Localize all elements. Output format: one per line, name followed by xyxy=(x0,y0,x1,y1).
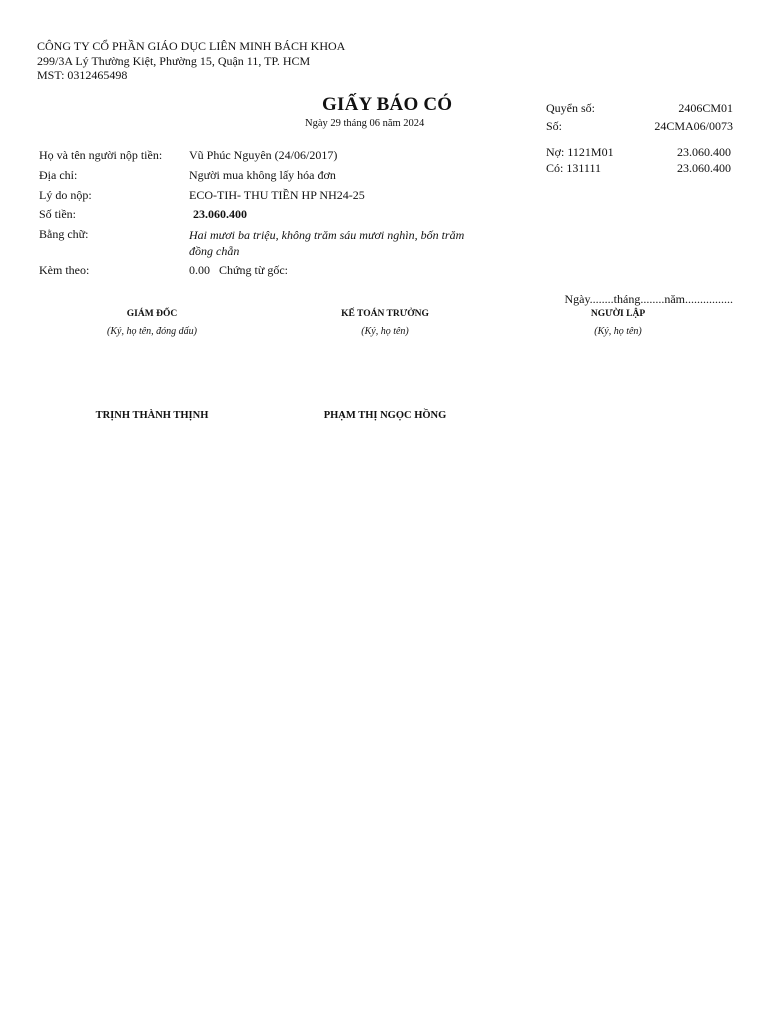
address-value: Người mua không lấy hóa đơn xyxy=(189,168,336,182)
company-address: 299/3A Lý Thường Kiệt, Phường 15, Quận 11, TP. HCM xyxy=(37,54,311,68)
payer-label: Họ và tên người nộp tiền: xyxy=(39,148,163,162)
credit-account: Có: 131111 xyxy=(546,161,602,175)
company-tax-code: MST: 0312465498 xyxy=(37,68,128,82)
chief-accountant-name: PHẠM THỊ NGỌC HỒNG xyxy=(323,410,447,421)
attachment-label: Kèm theo: xyxy=(39,263,90,277)
director-title: GIÁM ĐỐC xyxy=(126,309,178,319)
address-label: Địa chỉ: xyxy=(39,168,78,182)
reason-label: Lý do nộp: xyxy=(39,188,92,202)
attachment-value: 0.00 xyxy=(189,263,210,277)
original-documents-label: Chứng từ gốc: xyxy=(219,263,289,277)
amount-in-words-label: Bằng chữ: xyxy=(39,227,89,241)
document-date: Ngày 29 tháng 06 năm 2024 xyxy=(305,118,425,129)
book-value: 2406CM01 xyxy=(678,101,733,115)
book-label: Quyển số: xyxy=(546,101,595,115)
debit-account: Nợ: 1121M01 xyxy=(546,145,614,159)
number-label: Số: xyxy=(546,119,563,133)
credit-amount: 23.060.400 xyxy=(677,161,731,175)
amount-label: Số tiền: xyxy=(39,207,77,221)
director-name: TRỊNH THÀNH THỊNH xyxy=(95,410,209,421)
signature-date-line: Ngày........tháng........năm................ xyxy=(564,292,733,306)
number-value: 24CMA06/0073 xyxy=(654,119,733,133)
document-title: GIẤY BÁO CÓ xyxy=(322,94,453,115)
amount-value: 23.060.400 xyxy=(193,207,247,221)
amount-in-words-value: Hai mươi ba triệu, không trăm sáu mươi nghìn, bốn trăm đồng chẵn xyxy=(189,228,465,258)
director-sign-note: (Ký, họ tên, đóng dấu) xyxy=(107,326,197,337)
debit-amount: 23.060.400 xyxy=(677,145,731,159)
preparer-sign-note: (Ký, họ tên) xyxy=(594,326,642,337)
preparer-title: NGƯỜI LẬP xyxy=(590,309,646,319)
reason-value: ECO-TIH- THU TIỀN HP NH24-25 xyxy=(189,188,365,202)
company-name: CÔNG TY CỔ PHẦN GIÁO DỤC LIÊN MINH BÁCH KHOA xyxy=(37,39,346,53)
chief-accountant-sign-note: (Ký, họ tên) xyxy=(361,326,409,337)
chief-accountant-title: KẾ TOÁN TRƯỞNG xyxy=(341,309,429,319)
payer-value: Vũ Phúc Nguyên (24/06/2017) xyxy=(189,148,338,162)
